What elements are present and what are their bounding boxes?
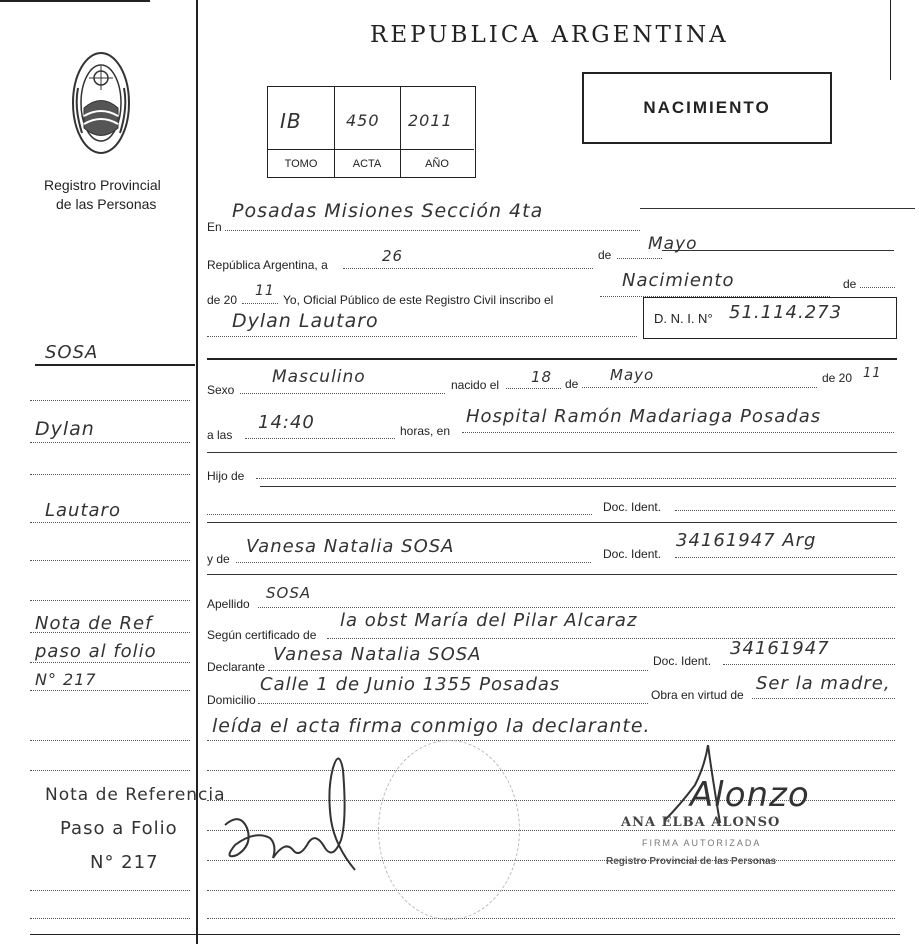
acta-label: ACTA [334,149,401,178]
horas-label: horas, en [400,424,451,438]
dia-value: 26 [382,247,404,265]
right-edge-rule [890,0,891,80]
bottom-rule [30,934,900,935]
de-label2: de [843,277,857,291]
oficial-text: Yo, Oficial Público de este Registro Civil inscribo el [283,293,554,307]
officer-role: FIRMA AUTORIZADA [642,838,762,848]
margin-nota-line2: paso al folio [35,641,157,662]
de20-label: de 20 [207,293,238,307]
dni-value: 51.114.273 [729,302,843,323]
margin-nota-line3: N° 217 [35,670,97,689]
nombre-value: Dylan Lautaro [232,310,379,332]
province-seal-icon [70,48,132,158]
tomo-label: TOMO [268,149,335,178]
dni-box [643,297,897,339]
madre-doc-value: 34161947 Arg [676,530,817,551]
apellido-label: Apellido [207,597,250,611]
hora-value: 14:40 [258,412,315,433]
anio-value: 2011 [408,111,453,130]
nacido-dia: 18 [531,368,553,386]
declarante-label: Declarante [207,660,266,674]
domicilio-value: Calle 1 de Junio 1355 Posadas [260,674,561,695]
madre-value: Vanesa Natalia SOSA [246,536,455,557]
margin-nombre2: Lautaro [45,500,121,521]
mes-value: Mayo [648,234,698,254]
declarante-doc-value: 34161947 [730,638,830,659]
domicilio-label: Domicilio [207,693,256,707]
apellido-value: SOSA [266,584,312,602]
yde-label: y de [207,552,230,566]
alas-label: a las [207,428,233,442]
hijo-label: Hijo de [207,469,245,483]
lugar-value: Hospital Ramón Madariaga Posadas [466,406,822,427]
declarant-signature [215,750,365,875]
registry-name-line1: Registro Provincial [44,177,161,193]
registry-name-line2: de las Personas [56,196,157,212]
record-type-box: NACIMIENTO [582,72,832,144]
margin-nota2-line3: N° 217 [90,852,159,873]
republica-label: República Argentina, a [207,258,328,272]
dni-label: D. N. I. N° [654,311,713,326]
page-title: REPUBLICA ARGENTINA [370,22,729,48]
doc-ident-label: Doc. Ident. [603,500,662,514]
margin-nota-line1: Nota de Ref [35,613,153,634]
leida-value: leída el acta firma conmigo la declarante. [212,715,651,737]
officer-signature-stroke [660,745,750,825]
nacido-mes: Mayo [610,366,655,384]
tomo-value: IB [280,109,302,133]
doc-ident-label3: Doc. Ident. [653,654,712,668]
officer-signature: Alonzo [690,775,810,815]
nacido-label: nacido el [451,378,500,392]
anio-label: AÑO [400,149,474,178]
margin-apellido: SOSA [45,342,99,363]
acta-value: 450 [346,111,380,130]
sexo-value: Masculino [272,367,366,387]
en-value: Posadas Misiones Sección 4ta [232,200,544,222]
officer-name: ANA ELBA ALONSO [621,815,781,830]
sexo-label: Sexo [207,383,235,397]
declarante-value: Vanesa Natalia SOSA [273,644,482,665]
obra-label: Obra en virtud de [651,688,744,702]
margin-nombre1: Dylan [35,418,95,440]
doc-ident-label2: Doc. Ident. [603,547,662,561]
en-label: En [207,220,222,234]
inscribo-value: Nacimiento [622,270,735,291]
anio-written-value: 11 [255,283,275,299]
top-left-rule [0,0,150,2]
certificado-label: Según certificado de [207,628,317,642]
officer-institution: Registro Provincial de las Personas [606,856,777,867]
obra-value: Ser la madre, [756,673,891,694]
de-label3: de [565,377,579,391]
stamp-seal [378,740,520,920]
margin-nota2-line1: Nota de Referencia [45,785,226,805]
nacido-anio: 11 [863,366,882,381]
registration-box [267,86,476,178]
de-label: de [598,248,612,262]
certificado-value: la obst María del Pilar Alcaraz [340,610,638,631]
de20-label2: de 20 [822,371,853,385]
margin-nota2-line2: Paso a Folio [60,818,178,839]
